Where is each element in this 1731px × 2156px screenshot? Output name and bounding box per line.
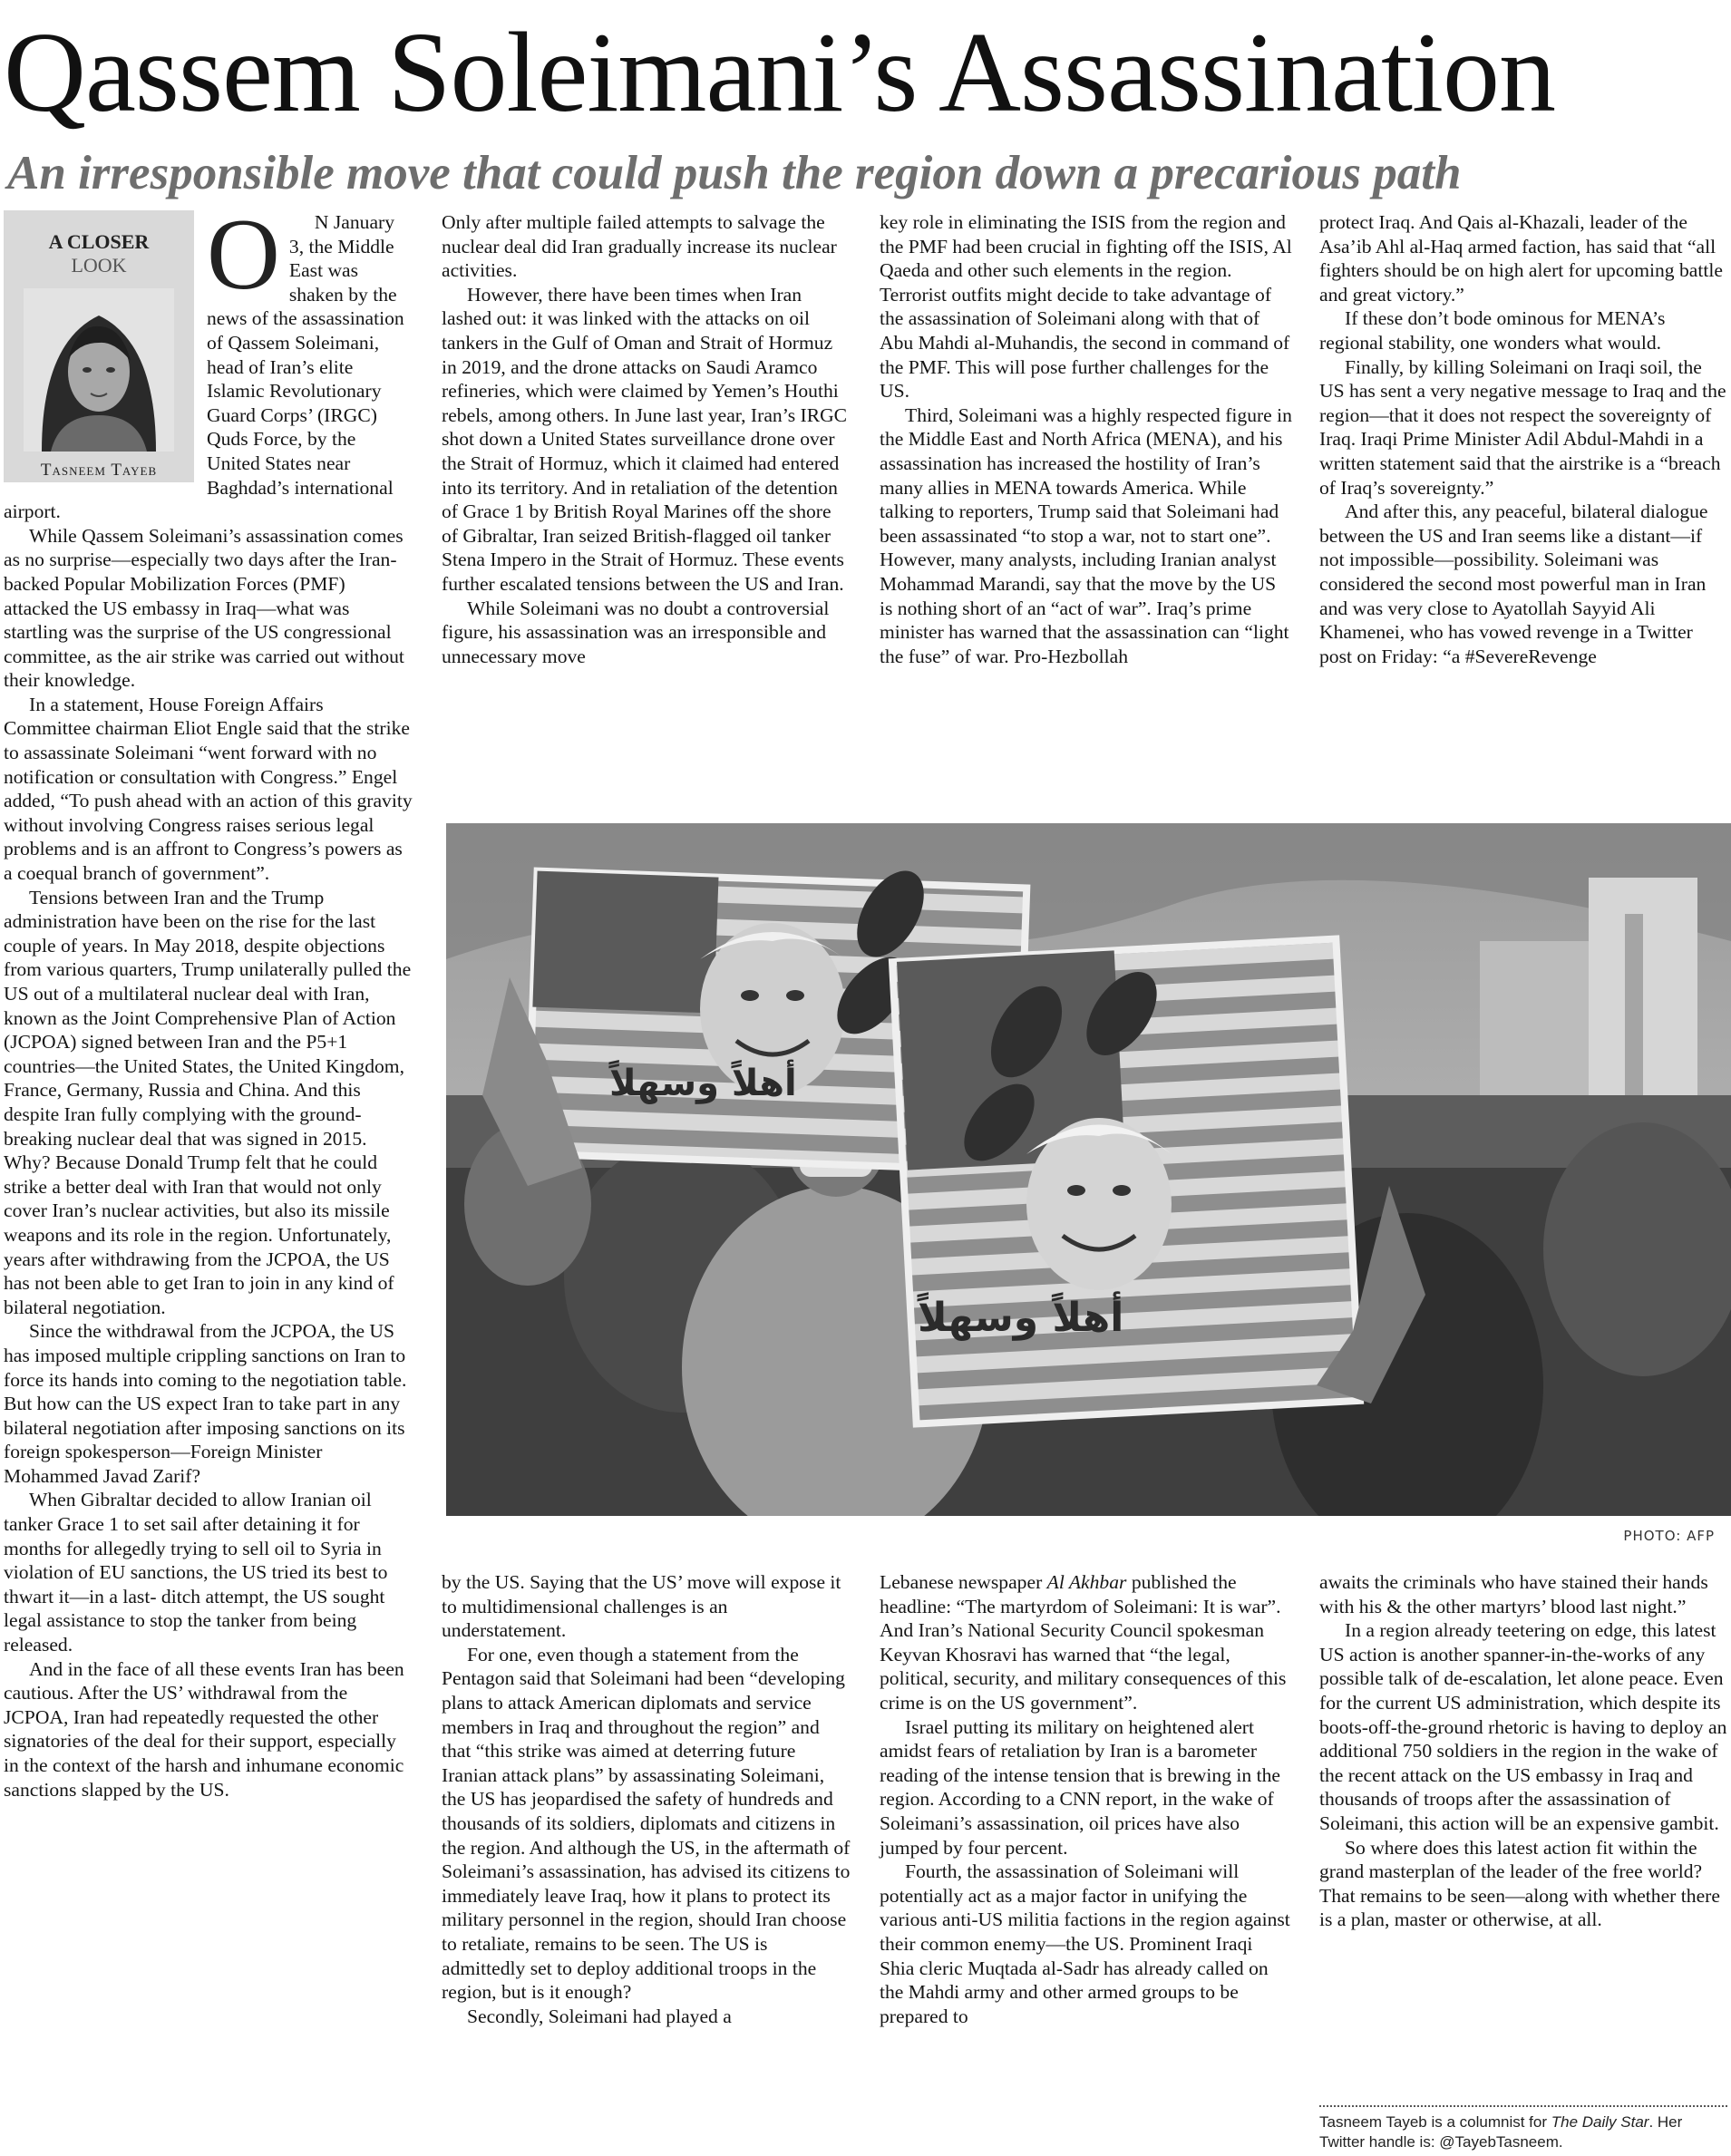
publication-name: The Daily Star <box>1551 2113 1649 2131</box>
paragraph: key role in eliminating the ISIS from the region and the PMF had been crucial in fighting off the ISIS, Al Qaeda and other such elements in the region. Terrorist outfits might decide to take advantage of the assassination of Soleimani along with that of Abu Mahdi al-Muhandis, the second in command of the PMF. This will pose further challenges for the US. <box>880 211 1292 403</box>
paragraph: Only after multiple failed attempts to salvage the nuclear deal did Iran gradually increase its nuclear activities. <box>442 211 837 282</box>
drop-cap: O <box>207 199 280 311</box>
column-4-top <box>1319 210 1727 668</box>
paragraph: While Soleimani was no doubt a controversial figure, his assassination was an irresponsible and unnecessary move <box>442 597 830 667</box>
paragraph: So where does this latest action fit within the grand masterplan of the leader of the free world? That remains to be seen—along with whether there is a plan, master or otherwise, at all. <box>1319 1836 1720 1931</box>
column-3-top <box>880 210 1292 668</box>
column-2-top <box>442 210 851 668</box>
paragraph: Fourth, the assassination of Soleimani will potentially act as a major factor in unifying the various anti-US militia factions in the region against their common enemy—the US. Prominent Iraqi Shia cleric Muqtada al-Sadr has already called on the Mahdi army and other armed groups to be prepared to <box>880 1860 1290 2027</box>
column-4-bottom <box>1319 1570 1727 1932</box>
newspaper-name: Al Akhbar <box>1046 1571 1127 1593</box>
column-kicker-sub: LOOK <box>71 254 127 277</box>
column-kicker: A CLOSER <box>48 230 150 253</box>
column-1 <box>4 199 413 1802</box>
paragraph: Israel putting its military on heightened alert amidst fears of retaliation by Iran is a barometer reading of the intense tension that is brewing in the region. According to a CNN report, in the wake of Soleimani’s assassination, oil prices have also jumped by four percent. <box>880 1715 1280 1859</box>
paragraph: In a region already teetering on edge, this latest US action is another spanner-in-the-works of any possible talk of de-escalation, let alone peace. Even for the current US administration, which despite its boots-off-the-ground rhetoric is having to deploy an additional 750 soldiers in the region in the wake of the recent attack on the US embassy in Iraq and thousands of troops after the assassination of Soleimani, this action will be an expensive gambit. <box>1319 1619 1727 1834</box>
paragraph: Since the withdrawal from the JCPOA, the US has imposed multiple crippling sanctions on Iran to force its hands into coming to the negotiation table. But how can the US expect Iran to take part in any bilateral negotiation after imposing sanctions on its foreign spokesperson—Foreign Minister Mohammed Javad Zarif? <box>4 1320 407 1487</box>
sign-text-left: أهلاً وسهلاً <box>609 1063 797 1104</box>
paragraph: And in the face of all these events Iran has been cautious. After the US’ withdrawal from the JCPOA, Iran had repeatedly requested the other signatories of the deal for their support, especially in the context of the harsh and inhumane economic sanctions slapped by the US. <box>4 1657 404 1801</box>
column-3-bottom <box>880 1570 1292 2028</box>
author-note-text: Tasneem Tayeb is a columnist for <box>1319 2113 1551 2131</box>
paragraph: awaits the criminals who have stained their hands with his & the other martyrs’ blood last night.” <box>1319 1571 1708 1617</box>
sign-text-right: أهلاً وسهلاً <box>918 1295 1124 1341</box>
news-photo <box>446 823 1731 1516</box>
paragraph <box>880 1570 1292 1715</box>
paragraph: Finally, by killing Soleimani on Iraqi soil, the US has sent a very negative message to Iraq and the region—that it does not respect the sovereignty of Iraq. Iraqi Prime Minister Adil Abdul-Mahdi in a written statement said that the airstrike is a “breach of Iraq’s sovereignty.” <box>1319 355 1726 499</box>
paragraph: In a statement, House Foreign Affairs Committee chairman Eliot Engle said that the strike to assassinate Soleimani “went forward with no notification or consultation with Congress.” Engel added, “To push ahead with an action of this gravity without involving Congress raises serious legal problems and is an affront to Congress’s powers as a coequal branch of government”. <box>4 693 413 885</box>
paragraph: Tensions between Iran and the Trump administration have been on the rise for the last couple of years. In May 2018, despite objections from various quarters, Trump unilaterally pulled the US out of a multilateral nuclear deal with Iran, known as the Joint Comprehensive Plan of Action (JCPOA) signed between Iran and the P5+1 countries—the United States, the United Kingdom, France, Germany, Russia and China. And this despite Iran fully complying with the ground-breaking nuclear deal that was signed in 2015. Why? Because Donald Trump felt that he could strike a better deal with Iran that would not only cover Iran’s nuclear activities, but also its missile weapons and its role in the region. Unfortunately, years after withdrawing from the JCPOA, the US has not been able to get Iran to join in any kind of bilateral negotiation. <box>4 886 412 1318</box>
paragraph: And after this, any peaceful, bilateral dialogue between the US and Iran seems like a distant—if not impossible—possibility. Soleimani was considered the second most powerful man in Iran and was very close to Ayatollah Sayyid Ali Khamenei, who has vowed revenge in a Twitter post on Friday: “a #SevereRevenge <box>1319 500 1708 667</box>
paragraph-text: published the headline: “The martyrdom of Soleimani: It is war”. And Iran’s National Security Council spokesman Keyvan Khosravi has warned that “the legal, political, security, and military consequences of this crime is on the US government”. <box>880 1571 1287 1714</box>
headline: Qassem Soleimani’s Assassination <box>4 10 1555 136</box>
paragraph: protect Iraq. And Qais al-Khazali, leader of the Asa’ib Ahl al-Haq armed faction, has said that “all fighters should be on high alert for upcoming battle and great victory.” <box>1319 211 1723 306</box>
paragraph: by the US. Saying that the US’ move will expose it to multidimensional challenges is an understatement. <box>442 1571 841 1642</box>
author-note-text: . Her Twitter handle is: @TayebTasneem. <box>1319 2113 1683 2151</box>
photo-credit: PHOTO: AFP <box>1623 1528 1715 1544</box>
paragraph: Third, Soleimani was a highly respected figure in the Middle East and North Africa (MENA), and his assassination has increased the hostility of Iran’s many allies in MENA towards America. While talking to reporters, Trump said that Soleimani had been assassinated “to stop a war, not to start one”. However, many analysts, including Iranian analyst Mohammad Marandi, say that the move by the US is nothing short of an “act of war”. Iraq’s prime minister has warned that the assassination can “light the fuse” of war. Pro-Hezbollah <box>880 403 1292 667</box>
byline: Tasneem Tayeb <box>40 461 158 480</box>
protest-photo-illustration <box>446 823 1731 1516</box>
paragraph: For one, even though a statement from the Pentagon said that Soleimani had been “developing plans to attack American diplomats and service members in Iraq and throughout the region” and that “this strike was aimed at deterring future Iranian attack plans” by assassinating Soleimani, the US has jeopardised the safety of hundreds and thousands of its soldiers, diplomats and citizens in the region. And although the US, in the aftermath of Soleimani’s assassination, has advised its citizens to immediately leave Iraq, how it plans to protect its military personnel in the region, should Iran choose to retaliate, remains to be seen. The US is admittedly set to deploy additional troops in the region, but is it enough? <box>442 1643 851 2004</box>
paragraph: When Gibraltar decided to allow Iranian oil tanker Grace 1 to set sail after detaining it for months for allegedly trying to sell oil to Syria in violation of EU sanctions, the US tried its best to thwart it—in a last- ditch attempt, the US sought legal assistance to stop the tanker from being released. <box>4 1489 388 1656</box>
paragraph-text: Lebanese newspaper <box>880 1571 1047 1593</box>
author-note <box>1319 2105 1727 2152</box>
author-portrait <box>24 288 174 452</box>
paragraph: Secondly, Soleimani had played a <box>467 2005 732 2027</box>
paragraph: If these don’t bode ominous for MENA’s regional stability, one wonders what would. <box>1319 307 1666 354</box>
deck: An irresponsible move that could push the region down a precarious path <box>7 147 1462 199</box>
paragraph: N January 3, the Middle East was shaken by the news of the assassination of Qassem Soleimani, head of Iran’s elite Islamic Revolutionary Guard Corps’ (IRGC) Quds Force, by the United States near Baghdad’s international airport. <box>4 211 404 523</box>
column-2-bottom <box>442 1570 851 2028</box>
protest-sign-right <box>892 939 1360 1424</box>
paragraph: While Qassem Soleimani’s assassination comes as no surprise—especially two days after the Iran-backed Popular Mobilization Forces (PMF) attacked the US embassy in Iraq—what was startling was the surprise of the US congressional committee, as the air strike was carried out without their knowledge. <box>4 524 404 692</box>
paragraph: However, there have been times when Iran lashed out: it was linked with the attacks on oil tankers in the Gulf of Oman and Strait of Hormuz in 2019, and the drone attacks on Saudi Aramco refineries, which were claimed by Yemen’s Houthi rebels, among others. In June last year, Iran’s IRGC shot down a United States surveillance drone over the Strait of Hormuz, which it claimed had entered into its territory. And in retaliation of the detention of Grace 1 by British Royal Marines off the shore of Gibraltar, Iran seized British-flagged oil tanker Stena Impero in the Strait of Hormuz. These events further escalated tensions between the US and Iran. <box>442 283 848 595</box>
column-box <box>4 210 194 482</box>
